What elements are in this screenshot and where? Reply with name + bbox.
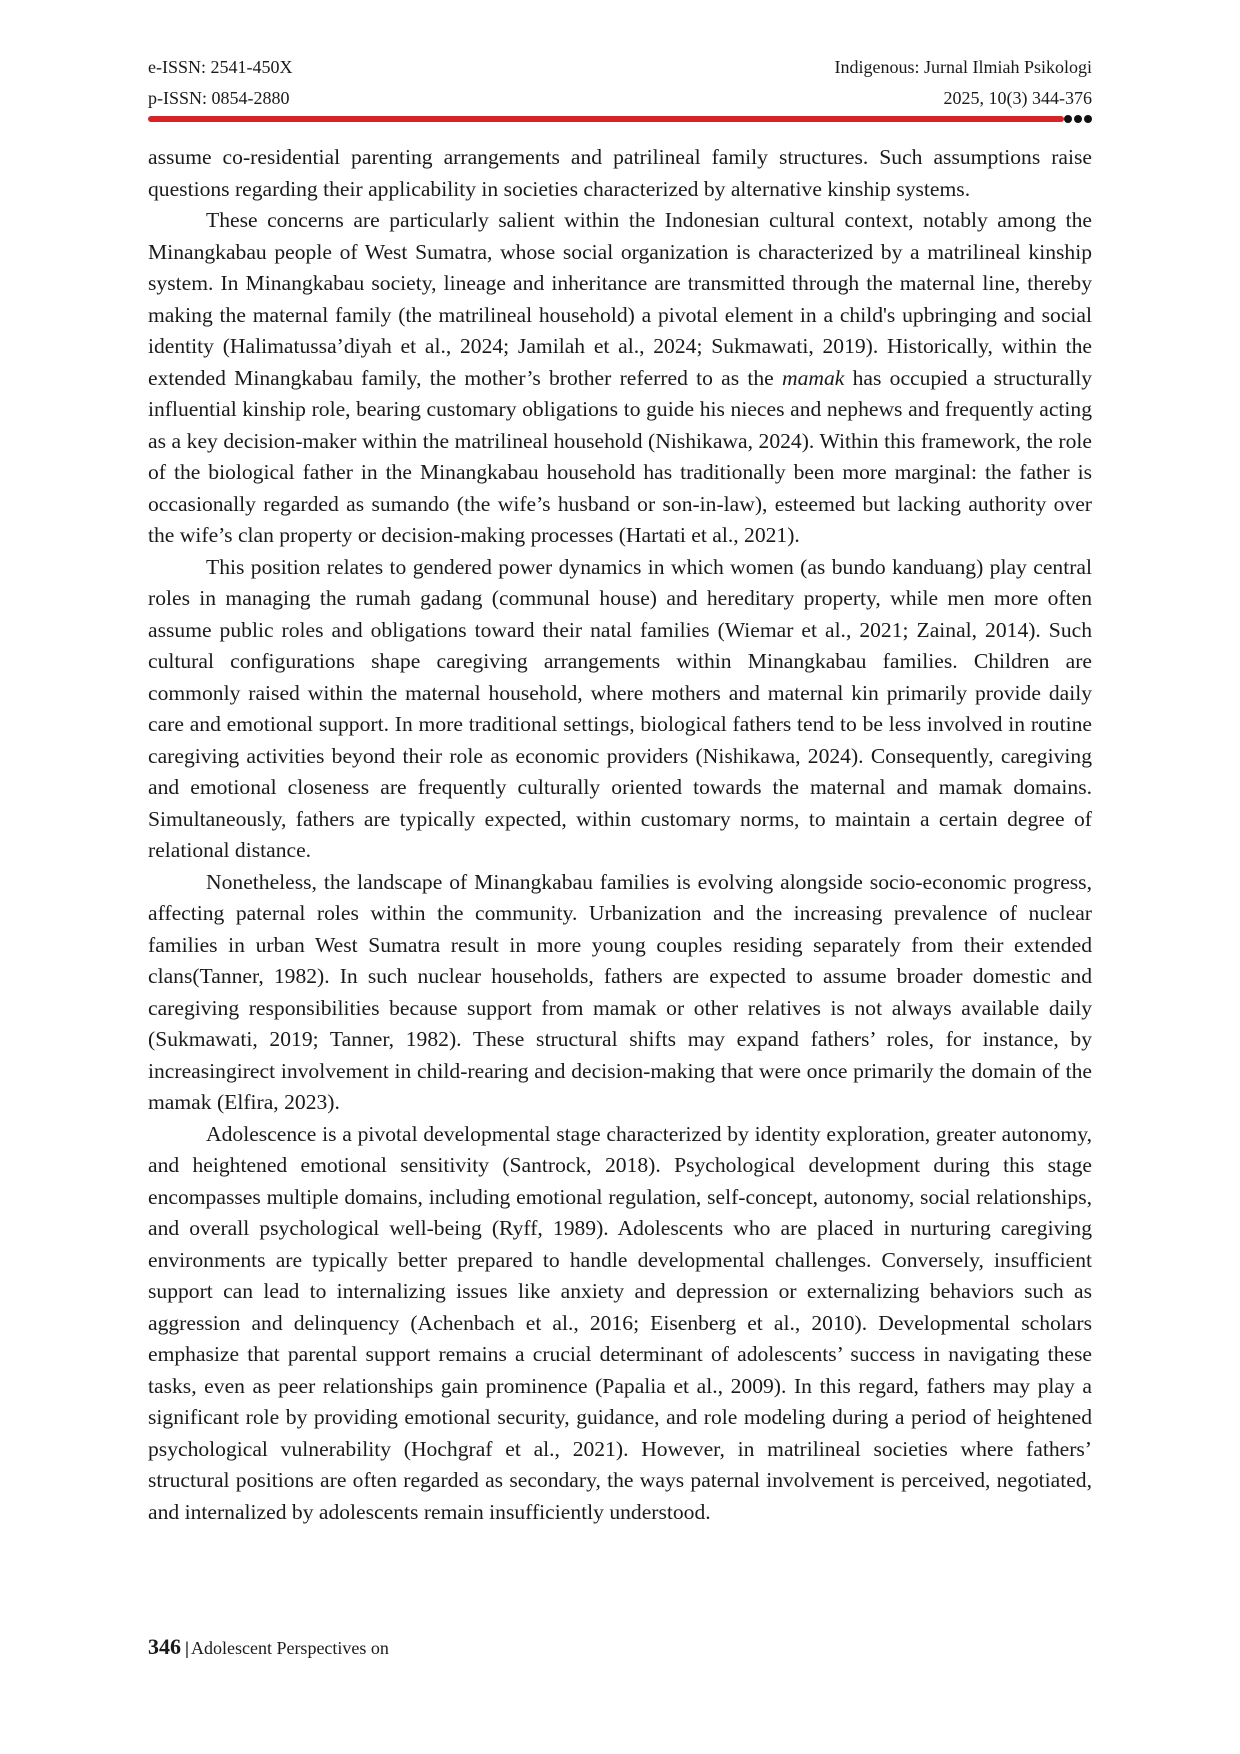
- body-text: [148, 142, 1092, 1528]
- header-row-bottom: [148, 83, 1092, 114]
- paragraph: [148, 205, 1092, 552]
- paragraph: [148, 867, 1092, 1119]
- paragraph-text: Nonetheless, the landscape of Minangkabau families is evolving alongside socio-economic progress, affecting paternal roles within the community. Urbanization and the increasing prevalence of nuclear families in urban West Sumatra result in more young couples residing separately from their extended clans(Tanner, 1982). In such nuclear households, fathers are expected to assume broader domestic and caregiving responsibilities because support from mamak or other relatives is not always available daily (Sukmawati, 2019; Tanner, 1982). These structural shifts may expand fathers’ roles, for instance, by increasingirect involvement in child-rearing and decision-making that were once primarily the domain of the mamak (Elfira, 2023).: [148, 869, 1092, 1114]
- paragraph-text: These concerns are particularly salient within the Indonesian cultural context, notably among the Minangkabau people of West Sumatra, whose social organization is characterized by a matrilineal kinship system. In Minangkabau society, lineage and inheritance are transmitted through the maternal line, thereby making the maternal family (the matrilineal household) a pivotal element in a child's upbringing and social identity (Halimatussa’diyah et al., 2024; Jamilah et al., 2024; Sukmawati, 2019). Historically, within the extended Minangkabau family, the mother’s brother referred to as the: [148, 208, 1092, 390]
- journal-name: Indigenous: Jurnal Ilmiah Psikologi: [834, 57, 1092, 77]
- page-footer: [148, 1634, 389, 1660]
- paragraph-text: assume co-residential parenting arrangements and patrilineal family structures. Such assumptions raise questions regarding their applicability in societies characterized by alternative kinship systems.: [148, 145, 1092, 201]
- paragraph-text: Adolescence is a pivotal developmental stage characterized by identity exploration, greater autonomy, and heightened emotional sensitivity (Santrock, 2018). Psychological development during this stage encompasses multiple domains, including emotional regulation, self-concept, autonomy, social relationships, and overall psychological well-being (Ryff, 1989). Adolescents who are placed in nurturing caregiving environments are typically better prepared to handle developmental challenges. Conversely, insufficient support can lead to internalizing issues like anxiety and depression or externalizing behaviors such as aggression and delinquency (Achenbach et al., 2016; Eisenberg et al., 2010). Developmental scholars emphasize that parental support remains a crucial determinant of adolescents’ success in navigating these tasks, even as peer relationships gain prominence (Papalia et al., 2009). In this regard, fathers may play a significant role by providing emotional security, guidance, and role modeling during a period of heightened psychological vulnerability (Hochgraf et al., 2021). However, in matrilineal societies where fathers’ structural positions are often regarded as secondary, the ways paternal involvement is perceived, negotiated, and internalized by adolescents remain insufficiently understood.: [148, 1121, 1092, 1524]
- italic-term: mamak: [782, 365, 845, 390]
- page-header: [148, 52, 1092, 123]
- paragraph: [148, 1119, 1092, 1529]
- running-title: Adolescent Perspectives on: [190, 1638, 389, 1658]
- pissn-label: p-ISSN: 0854-2880: [148, 88, 290, 108]
- paragraph-text: This position relates to gendered power dynamics in which women (as bundo kanduang) play central roles in managing the rumah gadang (communal house) and hereditary property, while men more often assume public roles and obligations toward their natal families (Wiemar et al., 2021; Zainal, 2014). Such cultural configurations shape caregiving arrangements within Minangkabau families. Children are commonly raised within the maternal household, where mothers and maternal kin primarily provide daily care and emotional support. In more traditional settings, biological fathers tend to be less involved in routine caregiving activities beyond their role as economic providers (Nishikawa, 2024). Consequently, caregiving and emotional closeness are frequently culturally oriented towards the maternal and mamak domains. Simultaneously, fathers are typically expected, within customary norms, to maintain a certain degree of relational distance.: [148, 554, 1092, 862]
- paragraph: [148, 552, 1092, 867]
- paragraph-text: has occupied a structurally influential kinship role, bearing customary obligations to guide his nieces and nephews and frequently acting as a key decision-maker within the matrilineal household (Nishikawa, 2024). Within this framework, the role of the biological father in the Minangkabau household has traditionally been more marginal: the father is occasionally regarded as sumando (the wife’s husband or son-in-law), esteemed but lacking authority over the wife’s clan property or decision-making processes (Hartati et al., 2021).: [148, 365, 1092, 547]
- header-rule: [148, 115, 1092, 123]
- header-red-bar: [148, 116, 1064, 122]
- volume-info: 2025, 10(3) 344-376: [943, 88, 1092, 108]
- page-number: 346: [148, 1634, 181, 1659]
- eissn-label: e-ISSN: 2541-450X: [148, 57, 293, 77]
- footer-separator: |: [185, 1638, 189, 1658]
- header-dots-icon: [1064, 115, 1092, 123]
- header-row-top: [148, 52, 1092, 83]
- paragraph: [148, 142, 1092, 205]
